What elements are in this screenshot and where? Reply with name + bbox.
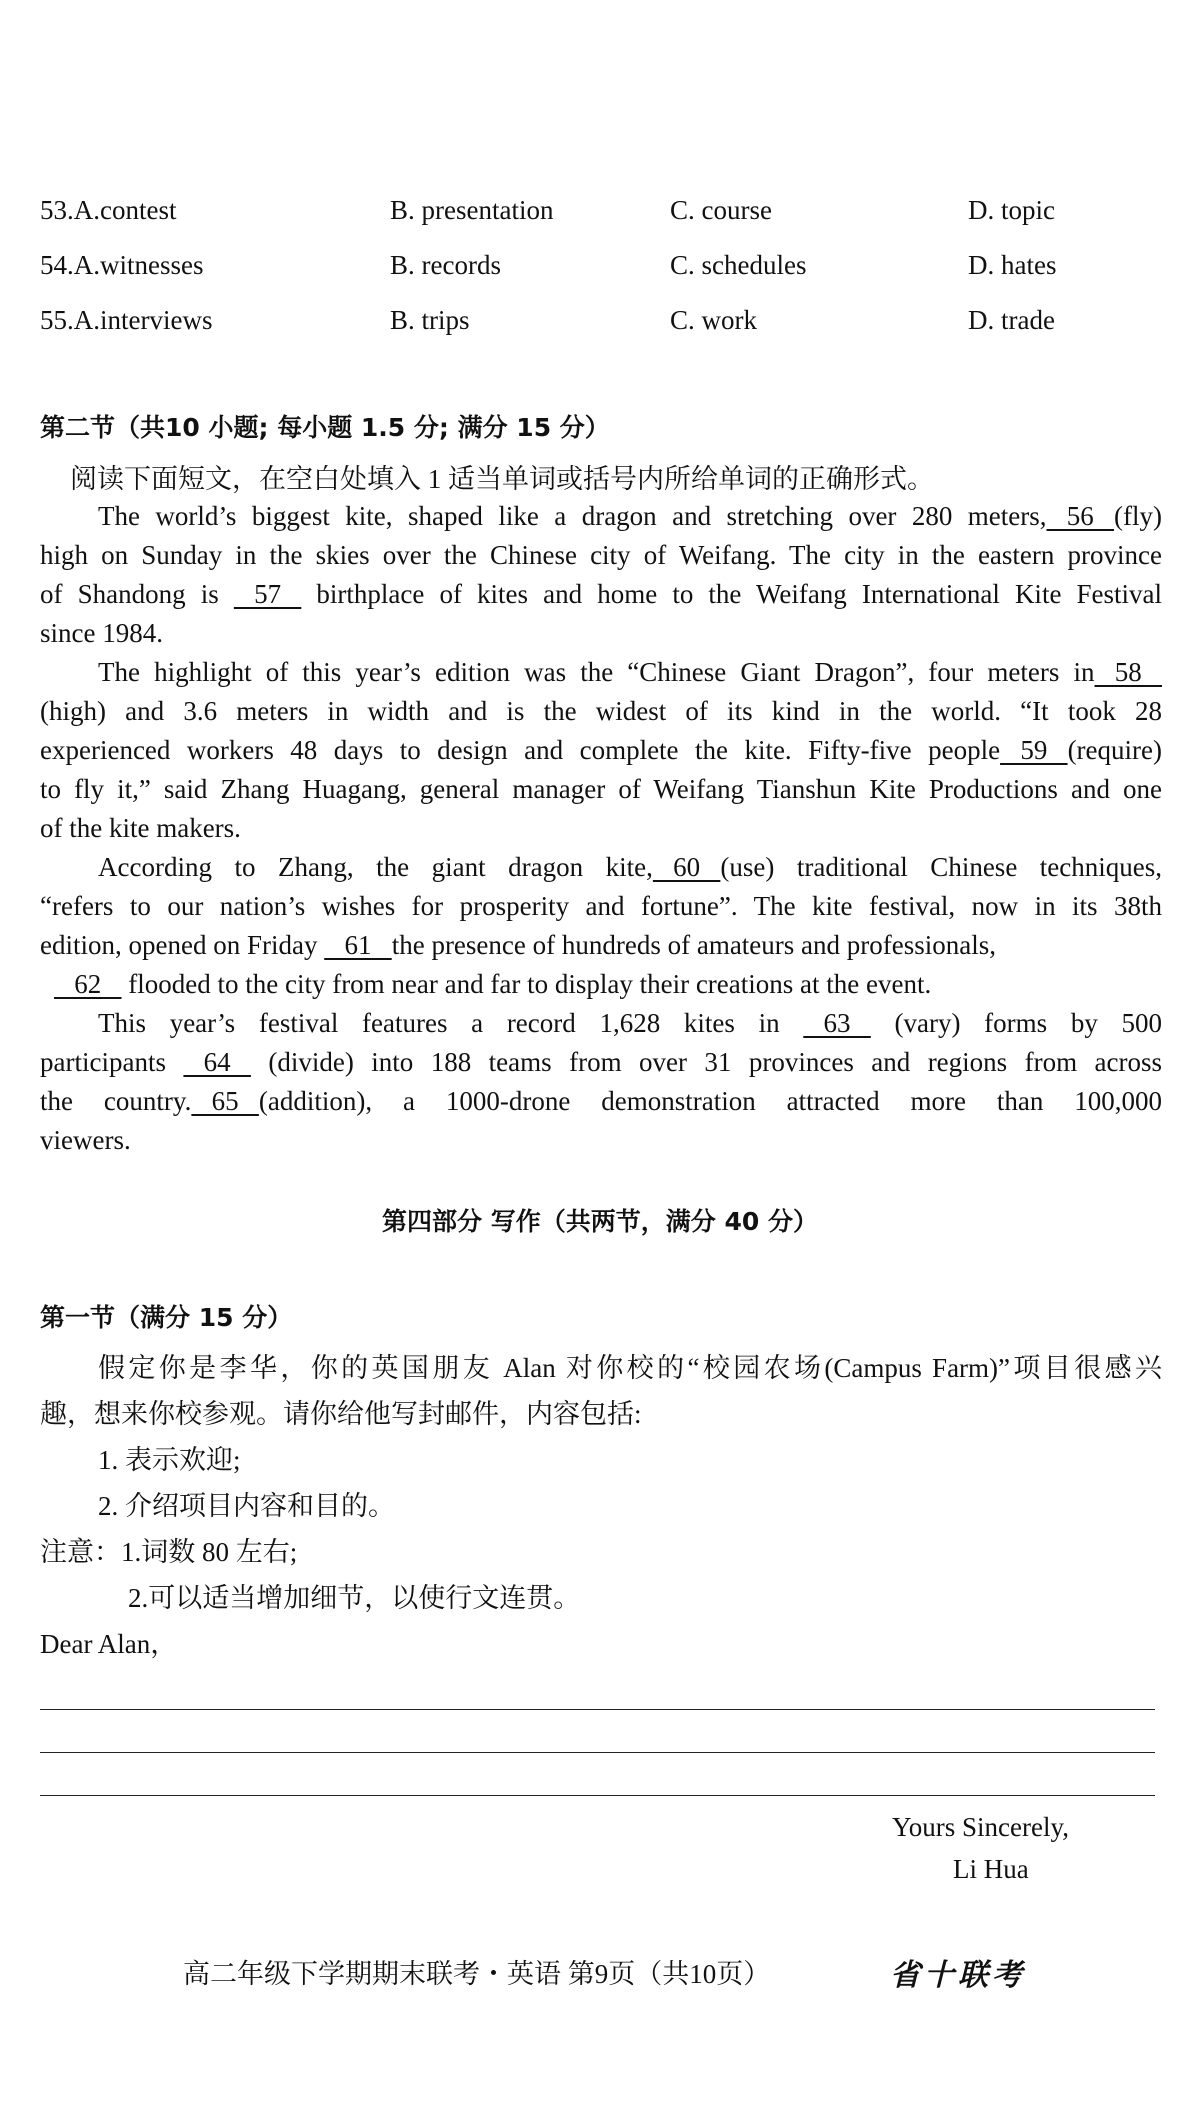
blank-64[interactable]: 64 bbox=[183, 1047, 251, 1077]
note-2: 2.可以适当增加细节，以使行文连贯。 bbox=[128, 1583, 581, 1613]
section-1-title: 第一节（满分 15 分） bbox=[40, 1303, 293, 1332]
passage-line: This year’s festival features a record 1,628 kites in 63 (vary) forms by 500 bbox=[40, 1004, 1162, 1043]
task-line: 趣，想来你校参观。请你给他写封邮件，内容包括: bbox=[40, 1399, 642, 1429]
passage-line: edition, opened on Friday 61 the presence of hundreds of amateurs and professionals, bbox=[40, 926, 1162, 965]
option-d: D. trade bbox=[968, 305, 1055, 335]
option-d: D. hates bbox=[968, 250, 1057, 280]
passage-line: participants 64 (divide) into 188 teams from over 31 provinces and regions from across bbox=[40, 1043, 1162, 1082]
passage-line: 62 flooded to the city from near and far to display their creations at the event. bbox=[40, 965, 1162, 1004]
mc-row-54 bbox=[40, 250, 1170, 290]
passage-line: (high) and 3.6 meters in width and is the widest of its kind in the world. “It took 28 bbox=[40, 696, 1162, 726]
passage-line: to fly it,” said Zhang Huagang, general manager of Weifang Tianshun Kite Productions and one bbox=[40, 774, 1162, 804]
passage-line: The highlight of this year’s edition was the “Chinese Giant Dragon”, four meters in 58 bbox=[40, 653, 1162, 692]
blank-65[interactable]: 65 bbox=[191, 1086, 259, 1116]
passage-paragraph-2 bbox=[40, 653, 1162, 848]
passage-paragraph-1 bbox=[40, 497, 1162, 653]
task-point-1: 1. 表示欢迎; bbox=[98, 1445, 241, 1475]
greeting: Dear Alan， bbox=[40, 1629, 178, 1659]
option-b: B. records bbox=[390, 250, 501, 280]
option-c: C. schedules bbox=[670, 250, 807, 280]
writing-line[interactable] bbox=[40, 1795, 1155, 1796]
part-4-title: 第四部分 写作（共两节，满分 40 分） bbox=[382, 1207, 818, 1236]
writing-task bbox=[40, 1345, 1162, 1667]
passage-line: the country. 65 (addition), a 1000-drone demonstration attracted more than 100,000 bbox=[40, 1082, 1162, 1121]
passage-line: of Shandong is 57 birthplace of kites and home to the Weifang International Kite Festival bbox=[40, 575, 1162, 614]
blank-62[interactable]: 62 bbox=[54, 969, 122, 999]
passage-line: since 1984. bbox=[40, 618, 163, 648]
mc-row-53 bbox=[40, 195, 1170, 235]
task-line: 假定你是李华，你的英国朋友 Alan 对你校的“校园农场(Campus Farm)”项目很感兴 bbox=[98, 1353, 1162, 1383]
blank-56[interactable]: 56 bbox=[1046, 501, 1115, 531]
passage-line: high on Sunday in the skies over the Chinese city of Weifang. The city in the eastern province bbox=[40, 540, 1162, 570]
passage-paragraph-3 bbox=[40, 848, 1162, 1004]
option-b: B. trips bbox=[390, 305, 470, 335]
passage-line: “refers to our nation’s wishes for prosperity and fortune”. The kite festival, now in its 38th bbox=[40, 891, 1162, 921]
passage-line: of the kite makers. bbox=[40, 813, 241, 843]
option-c: C. work bbox=[670, 305, 757, 335]
mc-row-55 bbox=[40, 305, 1170, 345]
note-1: 注意：1.词数 80 左右; bbox=[40, 1537, 298, 1567]
section-2-title: 第二节（共10 小题; 每小题 1.5 分; 满分 15 分） bbox=[40, 413, 610, 442]
passage-paragraph-4 bbox=[40, 1004, 1162, 1160]
writing-line[interactable] bbox=[40, 1752, 1155, 1753]
page-footer: 高二年级下学期期末联考・英语 第9页（共10页） bbox=[183, 1959, 771, 1989]
option-a: 54.A.witnesses bbox=[40, 250, 204, 280]
passage-line: experienced workers 48 days to design and complete the kite. Fifty-five people 59 (require) bbox=[40, 731, 1162, 770]
option-b: B. presentation bbox=[390, 195, 554, 225]
blank-60[interactable]: 60 bbox=[652, 852, 721, 882]
passage-line: viewers. bbox=[40, 1125, 131, 1155]
blank-58[interactable]: 58 bbox=[1094, 657, 1162, 687]
writing-line[interactable] bbox=[40, 1709, 1155, 1710]
passage-line: According to Zhang, the giant dragon kite, 60 (use) traditional Chinese techniques, bbox=[40, 848, 1162, 887]
option-a: 55.A.interviews bbox=[40, 305, 213, 335]
blank-59[interactable]: 59 bbox=[1000, 735, 1068, 765]
blank-57[interactable]: 57 bbox=[233, 579, 302, 609]
exam-stamp: 省十联考 bbox=[890, 1958, 1026, 1993]
option-d: D. topic bbox=[968, 195, 1055, 225]
option-a: 53.A.contest bbox=[40, 195, 177, 225]
blank-61[interactable]: 61 bbox=[324, 930, 392, 960]
passage-line: The world’s biggest kite, shaped like a dragon and stretching over 280 meters, 56 (fly) bbox=[40, 497, 1162, 536]
option-c: C. course bbox=[670, 195, 772, 225]
section-2-instruction: 阅读下面短文，在空白处填入 1 适当单词或括号内所给单词的正确形式。 bbox=[70, 464, 934, 494]
signature: Li Hua bbox=[953, 1854, 1029, 1884]
task-point-2: 2. 介绍项目内容和目的。 bbox=[98, 1491, 395, 1521]
blank-63[interactable]: 63 bbox=[803, 1008, 871, 1038]
closing: Yours Sincerely, bbox=[892, 1812, 1070, 1842]
